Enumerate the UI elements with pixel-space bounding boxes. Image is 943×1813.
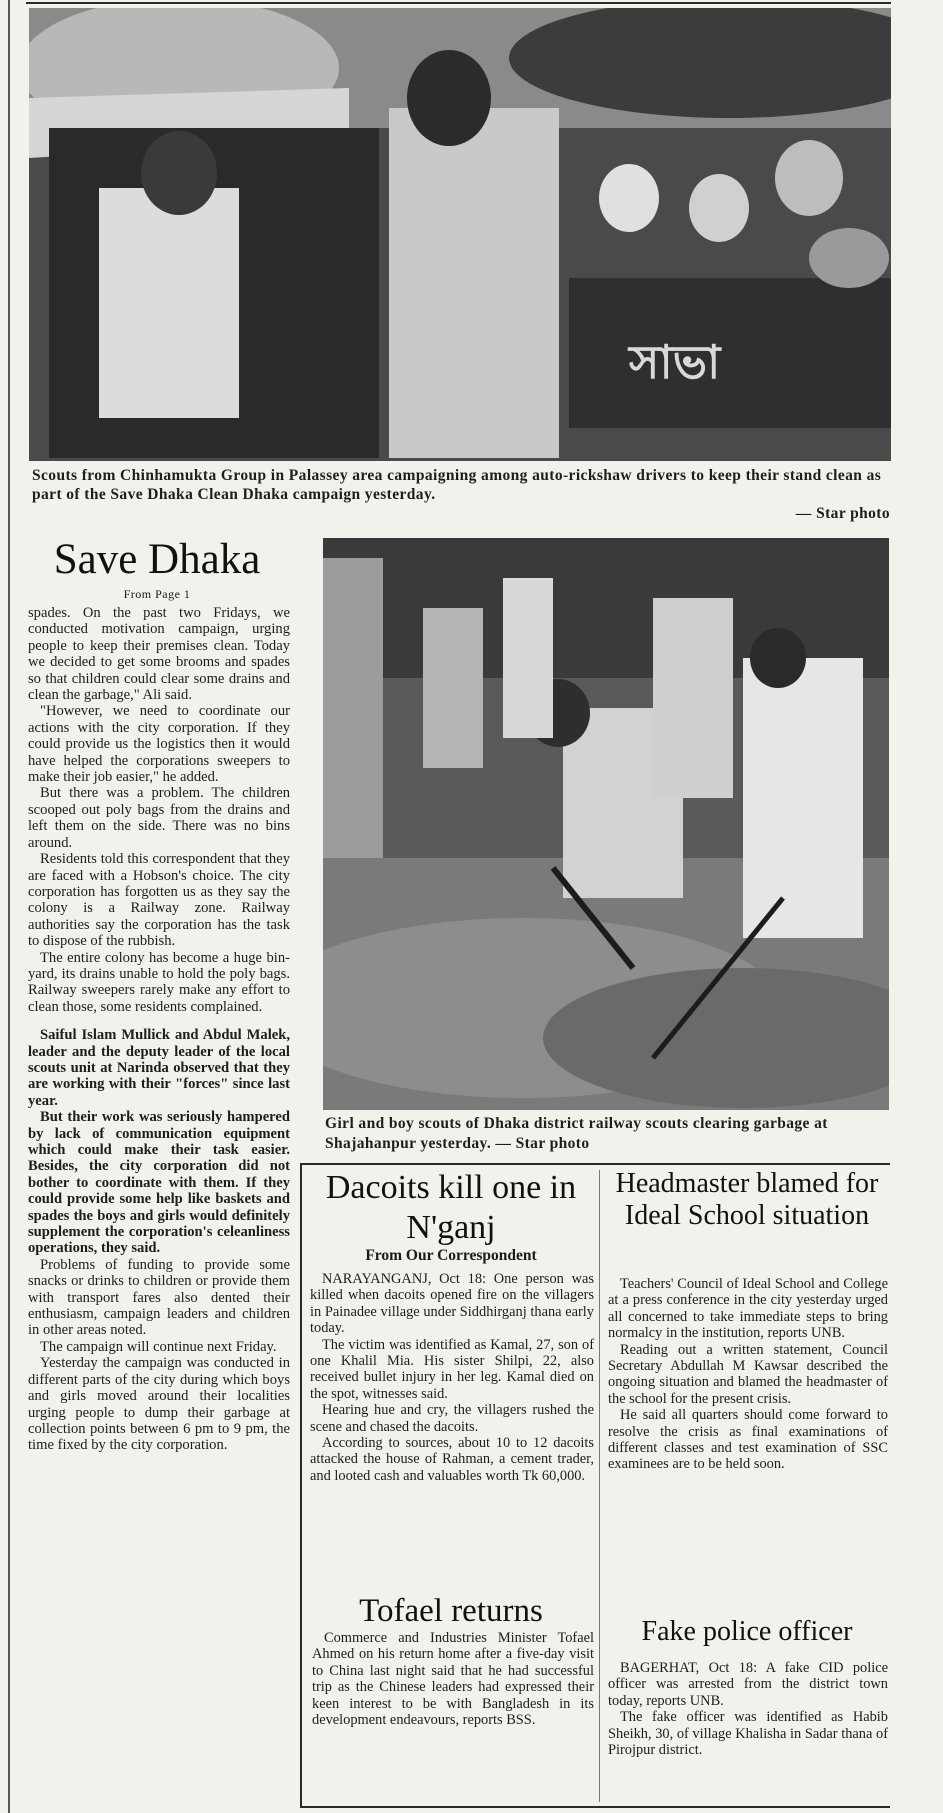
mid-photo-scene [323,538,889,1110]
save-dhaka-para: "However, we need to coordinate our actions with the city corporation. If they could provide us the logistics then it would have helped the corporations sweepers to make their job easier," he added. [28,703,290,786]
headmaster-body [608,1276,888,1473]
save-dhaka-para: Residents told this correspondent that they are faced with a Hobson's choice. The city corporation has forgotten us as they say the colony is a Railway zone. Railway authorities say the corporation has the task to dispose of the rubbish. [28,851,290,950]
dacoits-body [310,1271,594,1484]
fake-police-headline: Fake police officer [641,1616,853,1647]
fake-police-para: The fake officer was identified as Habib Sheikh, 30, of village Khalisha in Sadar thana of Pirojpur district. [608,1709,888,1759]
save-dhaka-headline: Save Dhaka [53,536,261,583]
save-dhaka-para: But their work was seriously hampered by lack of communication equipment which could make their task easier. Besides, the city corporation did not bother to coordinate with them. If they could provide some help like baskets and spades the boys and girls would definitely supplement the corporation's celeanliness operations, they said. [28,1109,290,1257]
top-rule [26,2,891,4]
save-dhaka-para: The campaign will continue next Friday. [40,1338,277,1355]
dacoits-byline: From Our Correspondent [365,1247,537,1264]
save-dhaka-from-page: From Page 1 [123,587,191,601]
dacoits-headline: Dacoits kill one in N'ganj [325,1169,577,1246]
save-dhaka-para: spades. On the past two Fridays, we conducted motivation campaign, urging people to keep their premises clean. Today we decided to get some brooms and spades so that children could clear some drains and clean the garbage," Ali said. [28,605,290,704]
save-dhaka-para: Problems of funding to provide some snacks or drinks to children or provide them with transport fares also dented their enthusiasm, campaign leaders and children in other areas noted. [28,1256,290,1339]
tofael-headline: Tofael returns [359,1593,543,1629]
dacoits-para: According to sources, about 10 to 12 dacoits attacked the house of Rahman, a cement trader, and looted cash and valuables worth Tk 60,000. [310,1435,594,1484]
svg-text:সাভা: সাভা [629,336,721,388]
headmaster-headline: Headmaster blamed for Ideal School situation [615,1168,879,1231]
lower-box-left-rule [300,1163,302,1807]
mid-photo [323,538,889,1110]
save-dhaka-para: But there was a problem. The children scooped out poly bags from the drains and left them on the side. There was no bins around. [28,785,290,851]
headmaster-para: He said all quarters should come forward to resolve the crisis as final examinations of different classes and test examination of SSC examinees are to be held soon. [608,1407,888,1473]
dacoits-para: Hearing hue and cry, the villagers rushed the scene and chased the dacoits. [310,1402,594,1435]
fake-police-body [608,1660,888,1758]
top-photo-scene [29,8,891,461]
mid-photo-credit: — Star photo [495,1135,590,1152]
top-photo-credit: — Star photo [795,505,890,522]
dacoits-para: The victim was identified as Kamal, 27, son of one Khalil Mia. His sister Shilpi, 22, also received bullet injury in her leg. Kamal died on the spot, witnesses said. [310,1336,594,1402]
column-divider-rule [599,1170,600,1802]
mid-photo-caption [325,1114,887,1154]
fake-police-para: BAGERHAT, Oct 18: A fake CID police officer was arrested from the district town today, reports UNB. [608,1660,888,1709]
tofael-para: Commerce and Industries Minister Tofael Ahmed on his return home after a five-day visit to China last night said that he had successful trip as the Chinese leaders had expressed their keen interest to be with Bangladesh in its development endeavours, reports BSS. [312,1630,594,1729]
top-photo-caption-text: Scouts from Chinhamukta Group in Palassey area campaigning among auto-rickshaw drivers to keep their stand clean as part of the Save Dhaka Clean Dhaka campaign yesterday. [32,467,882,503]
top-photo-caption [32,466,890,523]
save-dhaka-body [28,605,290,1454]
bottom-rule [300,1806,890,1808]
save-dhaka-para: The entire colony has become a huge bin-yard, its drains unable to hold the poly bags. Railway sweepers rarely make any effort to clean those, some residents complained. [28,949,290,1015]
save-dhaka-para: Saiful Islam Mullick and Abdul Malek, leader and the deputy leader of the local scouts unit at Narinda observed that they are working with their "forces" since last year. [28,1027,290,1109]
lower-box-top-rule [300,1163,890,1165]
tofael-body [312,1630,594,1728]
save-dhaka-para: Yesterday the campaign was conducted in different parts of the city during which boys and girls moved around their localities urging people to dump their garbage at collection points between 6 pm to 9 pm, the time fixed by the city corporation. [28,1355,290,1454]
left-margin-rule [8,0,10,1813]
mid-photo-caption-text: Girl and boy scouts of Dhaka district railway scouts clearing garbage at Shajahanpur yesterday. [325,1115,828,1152]
headmaster-para: Reading out a written statement, Council Secretary Abdullah M Kawsar described the ongoing situation and blamed the headmaster of the school for the present crisis. [608,1341,888,1407]
headmaster-para: Teachers' Council of Ideal School and College at a press conference in the city yesterday urged all concerned to take immediate steps to bring normalcy in the institution, reports UNB. [608,1276,888,1342]
dacoits-para: NARAYANGANJ, Oct 18: One person was killed when dacoits opened fire on the villagers in Painadee village under Siddhirganj thana early today. [310,1271,594,1337]
top-photo [29,8,891,461]
